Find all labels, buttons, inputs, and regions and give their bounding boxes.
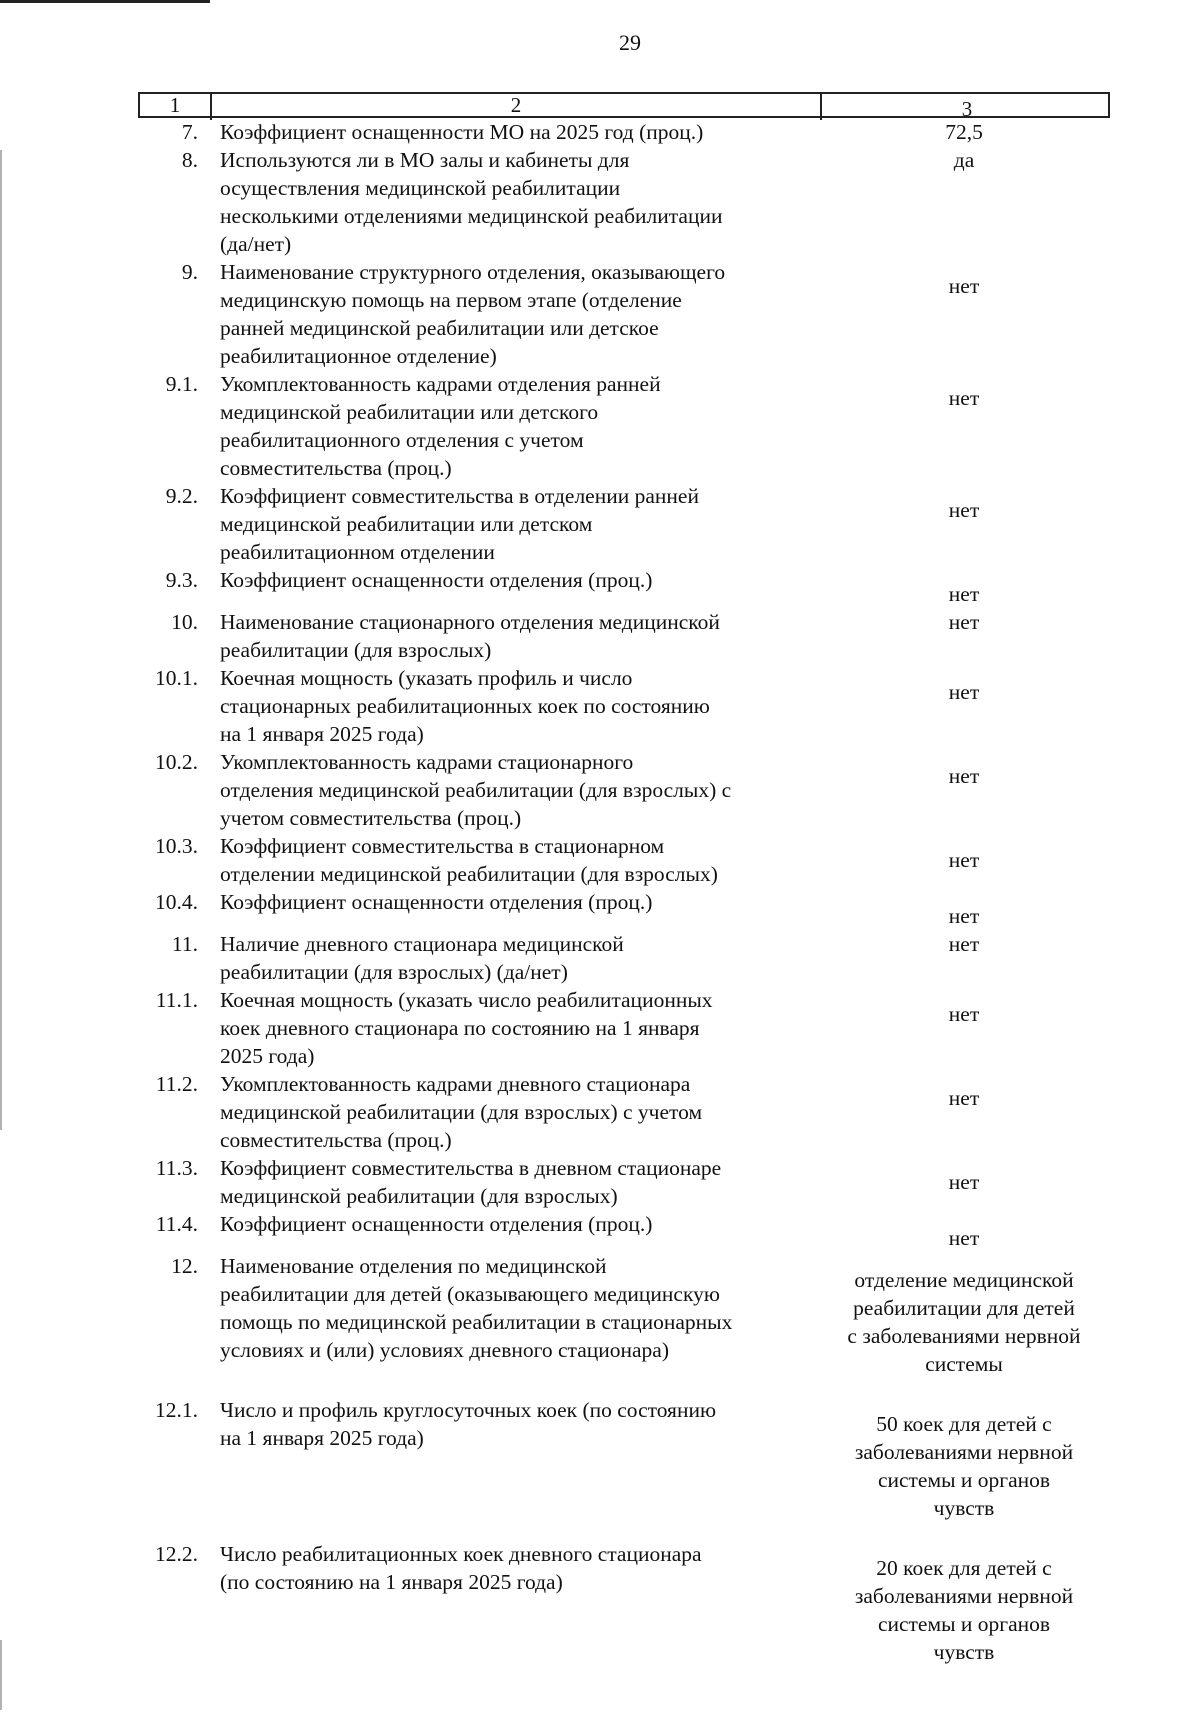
row-description bbox=[208, 986, 818, 1070]
value-line: да bbox=[953, 148, 975, 172]
row-number: 12.2. bbox=[155, 1542, 198, 1566]
column-header-3: 3 bbox=[820, 94, 1112, 120]
table-header-row bbox=[138, 92, 1110, 121]
description-line: Коэффициент оснащенности отделения (проц.) bbox=[220, 1212, 653, 1236]
description-line: реабилитации (для взрослых) bbox=[220, 638, 492, 662]
description-line: Коэффициент совместительства в дневном стационаре bbox=[220, 1156, 722, 1180]
table-row bbox=[138, 608, 1110, 664]
row-number: 11. bbox=[171, 932, 198, 956]
row-description bbox=[208, 832, 818, 888]
row-description bbox=[208, 1154, 818, 1210]
description-line: Коечная мощность (указать профиль и число bbox=[220, 666, 633, 690]
description-line: Коэффициент совместительства в отделении ранней bbox=[220, 484, 699, 508]
row-value bbox=[818, 1252, 1110, 1378]
row-description bbox=[208, 1210, 818, 1252]
page-number: 29 bbox=[619, 30, 641, 55]
value-line: нет bbox=[948, 386, 980, 410]
value-line: 20 коек для детей с bbox=[876, 1556, 1052, 1580]
description-line: Укомплектованность кадрами дневного стационара bbox=[220, 1072, 691, 1096]
description-line: медицинской реабилитации или детского bbox=[220, 400, 599, 424]
description-line: 2025 года) bbox=[220, 1044, 315, 1068]
table-row bbox=[138, 146, 1110, 258]
row-value bbox=[818, 832, 1110, 888]
description-line: на 1 января 2025 года) bbox=[220, 1426, 424, 1450]
table-row bbox=[138, 370, 1110, 482]
description-line: реабилитационное отделение) bbox=[220, 344, 497, 368]
row-value bbox=[818, 1396, 1110, 1522]
description-line: (по состоянию на 1 января 2025 года) bbox=[220, 1570, 563, 1594]
description-line: ранней медицинской реабилитации или детское bbox=[220, 316, 659, 340]
description-line: реабилитации для детей (оказывающего медицинскую bbox=[220, 1282, 720, 1306]
row-description bbox=[208, 118, 818, 146]
value-line: 72,5 bbox=[945, 120, 983, 144]
description-line: Число реабилитационных коек дневного стационара bbox=[220, 1542, 702, 1566]
value-line: нет bbox=[948, 764, 980, 788]
row-value bbox=[818, 566, 1110, 608]
table-row bbox=[138, 1252, 1110, 1378]
row-number: 11.3. bbox=[155, 1156, 198, 1180]
row-description bbox=[208, 748, 818, 832]
description-line: стационарных реабилитационных коек по состоянию bbox=[220, 694, 710, 718]
description-line: условиях и (или) условиях дневного стационара) bbox=[220, 1338, 670, 1362]
table-row bbox=[138, 1396, 1110, 1522]
value-line: нет bbox=[948, 1226, 980, 1250]
row-description bbox=[208, 1540, 818, 1666]
value-line: нет bbox=[948, 1170, 980, 1194]
row-description bbox=[208, 1070, 818, 1154]
value-line: чувств bbox=[933, 1640, 995, 1664]
row-number: 12. bbox=[171, 1254, 198, 1278]
table-row bbox=[138, 258, 1110, 370]
value-line: нет bbox=[948, 932, 980, 956]
row-number: 11.4. bbox=[155, 1212, 198, 1236]
value-line: с заболеваниями нервной bbox=[847, 1324, 1081, 1348]
value-line: нет bbox=[948, 274, 980, 298]
description-line: реабилитационном отделении bbox=[220, 540, 495, 564]
scan-edge-left bbox=[0, 150, 2, 1130]
table-row bbox=[138, 566, 1110, 608]
table-row bbox=[138, 832, 1110, 888]
row-number: 9. bbox=[181, 260, 198, 284]
row-number: 11.2. bbox=[155, 1072, 198, 1096]
row-value bbox=[818, 664, 1110, 748]
table-body bbox=[138, 118, 1110, 1666]
value-line: нет bbox=[948, 498, 980, 522]
value-line: реабилитации для детей bbox=[853, 1296, 1075, 1320]
row-description bbox=[208, 370, 818, 482]
table-row bbox=[138, 888, 1110, 930]
description-line: медицинской реабилитации (для взрослых) bbox=[220, 1184, 618, 1208]
value-line: нет bbox=[948, 848, 980, 872]
row-number: 9.2. bbox=[165, 484, 198, 508]
description-line: отделении медицинской реабилитации (для взрослых) bbox=[220, 862, 718, 886]
row-number: 9.1. bbox=[165, 372, 198, 396]
value-line: нет bbox=[948, 582, 980, 606]
row-number: 12.1. bbox=[155, 1398, 198, 1422]
row-number: 10.1. bbox=[155, 666, 198, 690]
description-line: реабилитационного отделения с учетом bbox=[220, 428, 584, 452]
value-line: нет bbox=[948, 1086, 980, 1110]
table-row bbox=[138, 664, 1110, 748]
row-value bbox=[818, 146, 1110, 258]
row-value bbox=[818, 370, 1110, 482]
row-description bbox=[208, 930, 818, 986]
row-value bbox=[818, 608, 1110, 664]
row-number: 9.3. bbox=[165, 568, 198, 592]
row-description bbox=[208, 888, 818, 930]
row-description bbox=[208, 608, 818, 664]
description-line: Укомплектованность кадрами отделения ранней bbox=[220, 372, 661, 396]
table-row bbox=[138, 986, 1110, 1070]
row-value bbox=[818, 888, 1110, 930]
description-line: помощь по медицинской реабилитации в стационарных bbox=[220, 1310, 733, 1334]
value-line: нет bbox=[948, 1002, 980, 1026]
description-line: Коечная мощность (указать число реабилитационных bbox=[220, 988, 713, 1012]
row-number: 7. bbox=[181, 120, 198, 144]
column-header-2: 2 bbox=[210, 94, 820, 120]
row-number: 10. bbox=[171, 610, 198, 634]
row-value bbox=[818, 118, 1110, 146]
table-row bbox=[138, 1154, 1110, 1210]
description-line: медицинскую помощь на первом этапе (отделение bbox=[220, 288, 682, 312]
row-number: 8. bbox=[181, 148, 198, 172]
table-row bbox=[138, 930, 1110, 986]
description-line: Наименование отделения по медицинской bbox=[220, 1254, 607, 1278]
description-line: коек дневного стационара по состоянию на 1 января bbox=[220, 1016, 700, 1040]
value-line: заболеваниями нервной bbox=[854, 1584, 1074, 1608]
value-line: нет bbox=[948, 904, 980, 928]
row-value bbox=[818, 1070, 1110, 1154]
row-value bbox=[818, 1540, 1110, 1666]
row-number: 10.2. bbox=[155, 750, 198, 774]
description-line: медицинской реабилитации или детском bbox=[220, 512, 593, 536]
description-line: Коэффициент оснащенности отделения (проц.) bbox=[220, 568, 653, 592]
description-line: Коэффициент оснащенности МО на 2025 год (проц.) bbox=[220, 120, 704, 144]
row-number: 10.3. bbox=[155, 834, 198, 858]
table-row bbox=[138, 118, 1110, 146]
description-line: реабилитации (для взрослых) (да/нет) bbox=[220, 960, 568, 984]
description-line: несколькими отделениями медицинской реабилитации bbox=[220, 204, 723, 228]
row-value bbox=[818, 1210, 1110, 1252]
description-line: учетом совместительства (проц.) bbox=[220, 806, 522, 830]
description-line: Наименование структурного отделения, оказывающего bbox=[220, 260, 726, 284]
scan-edge-top bbox=[0, 0, 210, 3]
value-line: отделение медицинской bbox=[854, 1268, 1074, 1292]
description-line: отделения медицинской реабилитации (для взрослых) с bbox=[220, 778, 732, 802]
row-number: 11.1. bbox=[155, 988, 198, 1012]
value-line: заболеваниями нервной bbox=[854, 1440, 1074, 1464]
value-line: системы и органов bbox=[877, 1612, 1051, 1636]
column-header-1: 1 bbox=[169, 93, 181, 117]
description-line: на 1 января 2025 года) bbox=[220, 722, 424, 746]
description-line: Используются ли в МО залы и кабинеты для bbox=[220, 148, 630, 172]
row-value bbox=[818, 748, 1110, 832]
description-line: Коэффициент совместительства в стационарном bbox=[220, 834, 665, 858]
row-value bbox=[818, 482, 1110, 566]
row-value bbox=[818, 258, 1110, 370]
value-line: системы и органов bbox=[877, 1468, 1051, 1492]
table-row bbox=[138, 748, 1110, 832]
row-description bbox=[208, 482, 818, 566]
description-line: Коэффициент оснащенности отделения (проц.) bbox=[220, 890, 653, 914]
description-line: Укомплектованность кадрами стационарного bbox=[220, 750, 634, 774]
table-row bbox=[138, 1210, 1110, 1252]
value-line: чувств bbox=[933, 1496, 995, 1520]
table-row bbox=[138, 1070, 1110, 1154]
row-description bbox=[208, 664, 818, 748]
description-line: (да/нет) bbox=[220, 232, 292, 256]
description-line: совместительства (проц.) bbox=[220, 456, 452, 480]
table-row bbox=[138, 1540, 1110, 1666]
description-line: медицинской реабилитации (для взрослых) с учетом bbox=[220, 1100, 703, 1124]
row-description bbox=[208, 566, 818, 608]
value-line: системы bbox=[925, 1352, 1003, 1376]
value-line: нет bbox=[948, 680, 980, 704]
scan-edge-left-lower bbox=[0, 1640, 2, 1710]
document-table bbox=[138, 92, 1110, 1666]
table-row bbox=[138, 482, 1110, 566]
description-line: осуществления медицинской реабилитации bbox=[220, 176, 621, 200]
row-description bbox=[208, 258, 818, 370]
description-line: Наименование стационарного отделения медицинской bbox=[220, 610, 720, 634]
row-description bbox=[208, 1396, 818, 1522]
row-description bbox=[208, 146, 818, 258]
row-number: 10.4. bbox=[155, 890, 198, 914]
row-value bbox=[818, 986, 1110, 1070]
row-value bbox=[818, 930, 1110, 986]
description-line: Число и профиль круглосуточных коек (по состоянию bbox=[220, 1398, 717, 1422]
value-line: 50 коек для детей с bbox=[876, 1412, 1052, 1436]
value-line: нет bbox=[948, 610, 980, 634]
description-line: Наличие дневного стационара медицинской bbox=[220, 932, 624, 956]
row-description bbox=[208, 1252, 818, 1378]
description-line: совместительства (проц.) bbox=[220, 1128, 452, 1152]
row-value bbox=[818, 1154, 1110, 1210]
